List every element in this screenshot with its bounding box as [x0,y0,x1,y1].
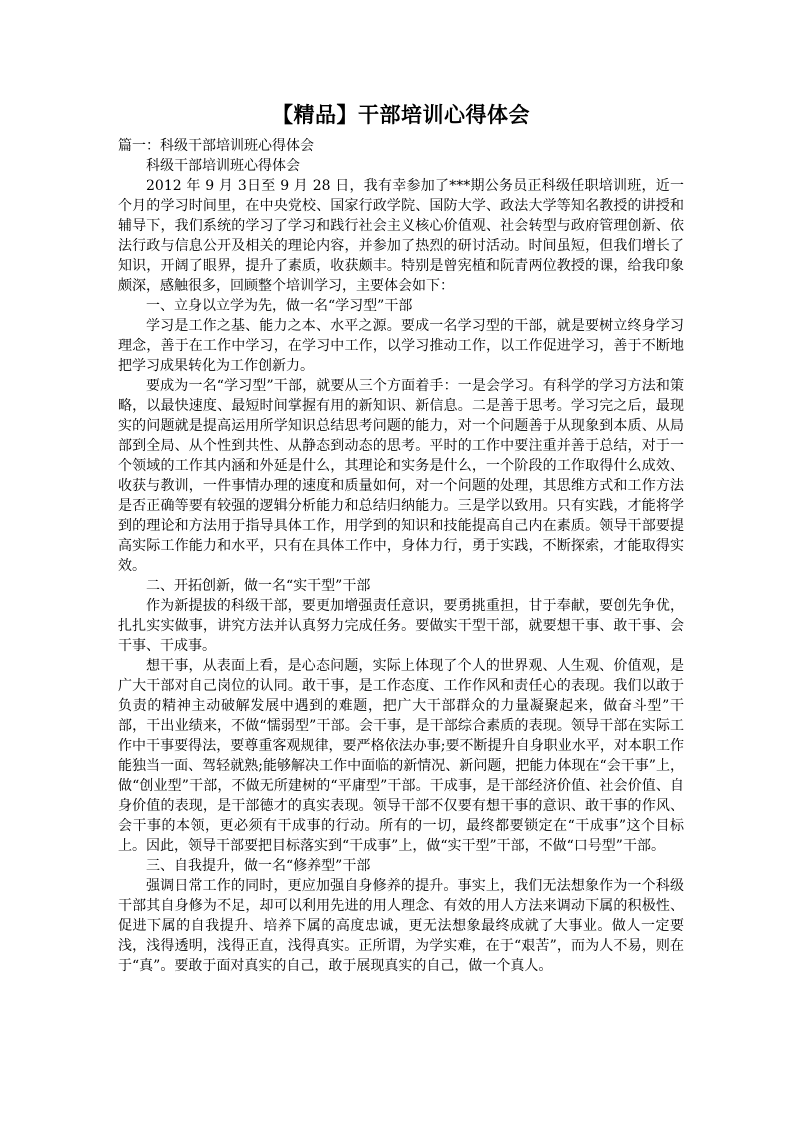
heading-cultivation-type: 三、自我提升，做一名“修养型”干部 [146,858,371,874]
paragraph-practical-intro: 作为新提拔的科级干部，要更加增强责任意识，要勇挑重担，甘于奉献，要创先争优，扎扎实实做事，讲究方法并认真努力完成任务。要做实干型干部，就要想干事、敢干事、会干事、干成事。 [118,598,684,654]
paragraph-practical-detail: 想干事，从表面上看，是心态问题，实际上体现了个人的世界观、人生观、价值观，是广大干部对自己岗位的认同。敢干事，是工作态度、工作作风和责任心的表现。我们以敢于负责的精神主动破解发展中遇到的难题，把广大干部群众的力量凝聚起来，做奋斗型”干部，干出业绩来，不做“懦弱型”干部。会干事，是干部综合素质的表现。领导干部在实际工作中干事要得法，要尊重客观规律，要严格依法办事;要不断提升自身职业水平，对本职工作能独当一面、驾轻就熟;能够解决工作中面临的新情况、新问题，把能力体现在“会干事”上，做“创业型”干部，不做无所建树的“平庸型”干部。干成事，是干部经济价值、社会价值、自身价值的表现，是干部德才的真实表现。领导干部不仅要有想干事的意识、敢干事的作风、会干事的本领，更必须有干成事的行动。所有的一切，最终都要锁定在“干成事”这个目标上。因此，领导干部要把目标落实到“干成事”上，做“实干型”干部，不做“口号型”干部。 [118,658,684,854]
section-title: 科级干部培训班心得体会 [146,158,300,174]
document-page [118,100,684,976]
paragraph-learning-three-aspects: 要成为一名“学习型”干部，就要从三个方面着手：一是会学习。有科学的学习方法和策略，以最快速度、最短时间掌握有用的新知识、新信息。二是善于思考。学习完之后，最现实的问题就是提高运用所学知识总结思考问题的能力，对一个问题善于从现象到本质、从局部到全局、从个性到共性、从静态到动态的思考。平时的工作中要注重并善于总结，对于一个领域的工作其内涵和外延是什么，其理论和实务是什么，一个阶段的工作取得什么成效、收获与教训，一件事情办理的速度和质量如何，对一个问题的处理，其思维方式和工作方法是否正确等要有较强的逻辑分析能力和总结归纳能力。三是学以致用。只有实践，才能将学到的理论和方法用于指导具体工作，用学到的知识和技能提高自己内在素质。领导干部要提高实际工作能力和水平，只有在具体工作中，身体力行，勇于实践，不断探索，才能取得实效。 [118,378,684,574]
heading-practical-type: 二、开拓创新，做一名“实干型”干部 [146,578,371,594]
paragraph-learning-foundation: 学习是工作之基、能力之本、水平之源。要成一名学习型的干部，就是要树立终身学习理念，善于在工作中学习，在学习中工作，以学习推动工作，以工作促进学习，善于不断地把学习成果转化为工作创新力。 [118,318,684,374]
document-title: 【精品】干部培训心得体会 [272,102,530,127]
paragraph-cultivation: 强调日常工作的同时，更应加强自身修养的提升。事实上，我们无法想象作为一个科级干部其自身修为不足，却可以利用先进的用人理念、有效的用人方法来调动下属的积极性、促进下属的自我提升、培养下属的高度忠诚，更无法想象最终成就了大事业。做人一定要浅，浅得透明，浅得正直，浅得真实。正所谓，为学实难，在于“艰苦”，而为人不易，则在于“真”。要敢于面对真实的自己，敢于展现真实的自己，做一个真人。 [118,878,684,974]
heading-learning-type: 一、立身以立学为先，做一名“学习型”干部 [146,298,413,314]
paragraph-intro: 2012 年 9 月 3日至 9 月 28 日，我有幸参加了***期公务员正科级任职培训班，近一个月的学习时间里，在中央党校、国家行政学院、国防大学、政法大学等知名教授的讲授和辅导下，我们系统的学习了学习和践行社会主义核心价值观、社会转型与政府管理创新、依法行政与信息公开及相关的理论内容，并参加了热烈的研讨活动。时间虽短，但我们增长了知识，开阔了眼界，提升了素质，收获颇丰。特别是曾宪植和阮青两位教授的课，给我印象颇深，感触很多，回顾整个培训学习，主要体会如下： [118,178,684,294]
section-label: 篇一：科级干部培训班心得体会 [118,138,314,154]
